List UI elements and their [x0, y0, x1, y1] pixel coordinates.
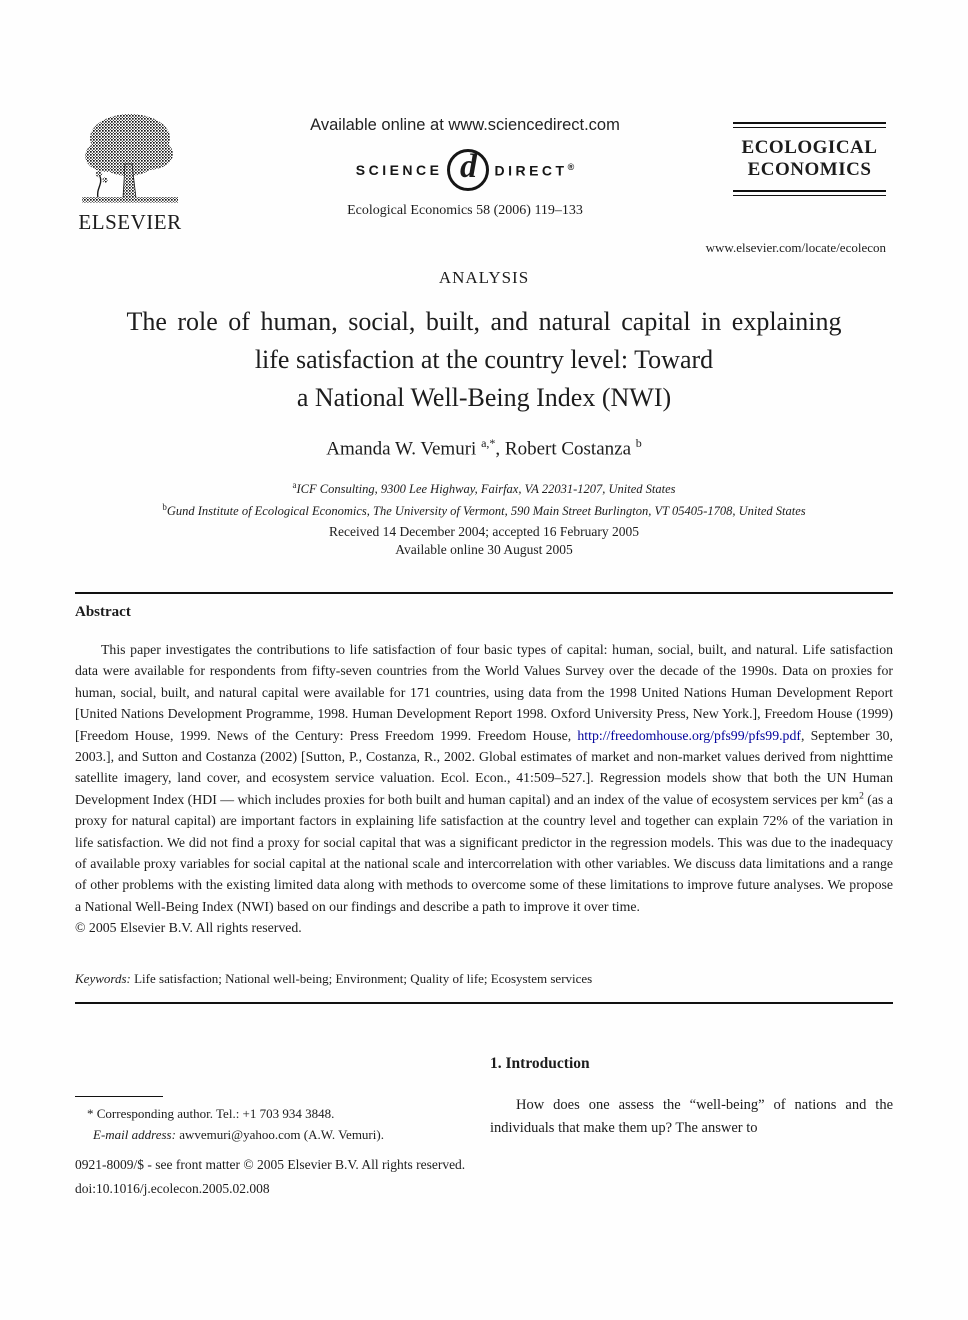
- journal-masthead: [733, 122, 886, 196]
- keywords-line: [75, 971, 893, 987]
- masthead-top-rule: [733, 122, 886, 128]
- author-2-affiliation-mark: b: [635, 436, 642, 450]
- author-1: Amanda W. Vemuri: [326, 438, 482, 460]
- abstract-body: [75, 639, 893, 939]
- front-matter: [75, 1153, 575, 1201]
- introduction-paragraph: How does one assess the “well-being” of nations and the individuals that make them up? The answer to: [490, 1097, 893, 1136]
- elsevier-tree-logo-icon: [76, 112, 184, 213]
- introduction-heading: 1. Introduction: [490, 1055, 590, 1072]
- registered-mark: ®: [567, 161, 575, 172]
- header-center: [230, 116, 700, 219]
- affiliation-b: $^b$Gund Institute of Ecological Economics, The University of Vermont, 590 Main Street Burlington, VT 05405-1708, United States: [162, 502, 806, 519]
- abstract-heading: Abstract: [75, 604, 131, 620]
- email-label: E-mail address:: [93, 1127, 176, 1142]
- available-online-line: Available online 30 August 2005: [395, 542, 573, 557]
- introduction-column: [490, 1055, 893, 1140]
- journal-homepage-url: www.elsevier.com/locate/ecolecon: [705, 240, 886, 255]
- masthead-bottom-rule: [733, 190, 886, 196]
- email-value: awvemuri@yahoo.com (A.W. Vemuri).: [175, 1127, 384, 1142]
- article-history: [0, 523, 968, 559]
- corresponding-author-line: * Corresponding author. Tel.: +1 703 934 3848.: [87, 1106, 335, 1121]
- copyright-line: © 2005 Elsevier B.V. All rights reserved.: [75, 920, 302, 936]
- freedomhouse-link[interactable]: http://freedomhouse.org/pfs99/pfs99.pdf: [577, 727, 801, 743]
- journal-name: ECOLOGICAL ECONOMICS: [741, 137, 878, 180]
- abstract-paragraph: This paper investigates the contributions to life satisfaction of four basic types of capital: human, social, built, and natural. Life satisfaction data were available for respondents from fifty-seven countries from the World Values Survey over the decade of the 1990s. Data on proxies for human, social, built, and natural capital were available for 171 countries, using data from the 1998 United Nations Human Development Report [United Nations Development Programme, 1998. Human Development Report 1998. Oxford University Press, New York.], Freedom House (1999) [Freedom House, 1999. News of the Century: Press Freedom 1999. Freedom House, http://freedomhouse.org/pfs99/pfs99.pdf, September 30, 2003.], and Sutton and Costanza (2002) [Sutton, P., Costanza, R., 2002. Global estimates of market and non-market values derived from nighttime satellite imagery, land cover, and ecosystem service valuation. Ecol. Econ., 41:509–527.]. Regression models show that both the UN Human Development Index (HDI — which includes proxies for both built and human capital) and an index of the value of ecosystem services per $km^2$ (as a proxy for natural capital) are important factors in explaining life satisfaction at the country level and together can explain 72% of the variation in life satisfaction. We did not find a proxy for social capital that was a significant predictor in the regression models. This was due to the inadequacy of available proxy variables for social capital at the national scale and intercorrelation with other variables. We discuss data limitations and a range of other problems with the existing limited data along with methods to overcome some of these limitations to improve future analyses. We propose a National Well-Being Index (NWI) based on our findings and describe a path to improve it over time.: [75, 642, 893, 914]
- author-2: Robert Costanza: [504, 438, 636, 460]
- footnote-rule: [75, 1096, 163, 1097]
- keywords-label: Keywords:: [75, 971, 131, 986]
- corresponding-author-footnote: [75, 1096, 475, 1145]
- affiliations: [0, 476, 968, 520]
- sciencedirect-logo: [230, 149, 700, 191]
- journal-citation: Ecological Economics 58 (2006) 119–133: [347, 203, 583, 218]
- sciencedirect-d-icon: d: [447, 149, 489, 191]
- available-online-text: Available online at www.sciencedirect.com: [310, 116, 620, 134]
- keywords-list: Life satisfaction; National well-being; Environment; Quality of life; Ecosystem services: [130, 971, 593, 986]
- section-label: ANALYSIS: [438, 268, 530, 287]
- sciencedirect-direct-text: DIRECT®: [494, 161, 575, 179]
- email-line: [75, 1124, 475, 1145]
- elsevier-wordmark: ELSEVIER: [78, 210, 182, 234]
- author-1-affiliation-mark: a,*: [481, 436, 496, 450]
- abstract-top-rule: [75, 592, 893, 594]
- abstract-bottom-rule: [75, 1002, 893, 1004]
- affiliation-a: $^a$ICF Consulting, 9300 Lee Highway, Fairfax, VA 22031-1207, United States: [292, 480, 676, 497]
- doi-line: doi:10.1016/j.ecolecon.2005.02.008: [75, 1181, 270, 1196]
- article-title: The role of human, social, built, and natural capital in explaining life satisfaction at the country level: Toward a National Well-Being Index (NWI): [126, 307, 842, 412]
- author-line: [0, 436, 968, 460]
- received-accepted-line: Received 14 December 2004; accepted 16 February 2005: [328, 524, 639, 539]
- issn-copyright-line: 0921-8009/$ - see front matter © 2005 Elsevier B.V. All rights reserved.: [75, 1157, 466, 1172]
- author-separator: ,: [495, 438, 505, 460]
- sciencedirect-science-text: SCIENCE: [355, 162, 443, 178]
- km-squared-superscript: 2: [859, 791, 864, 802]
